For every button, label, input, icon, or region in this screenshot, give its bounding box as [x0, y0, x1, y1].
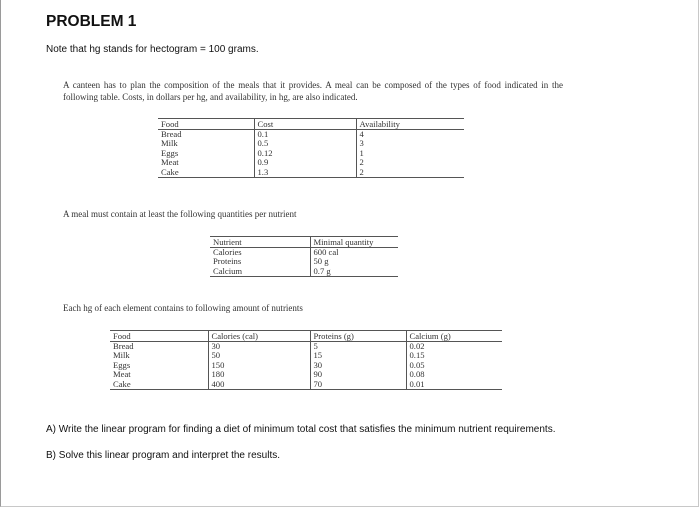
hectogram-note: Note that hg stands for hectogram = 100 grams. — [46, 44, 259, 55]
table-cell: 1 — [356, 149, 464, 158]
table-cell: Proteins — [213, 256, 242, 267]
table-header-cell: Food — [110, 331, 208, 342]
table-row — [110, 380, 502, 390]
table-cell: Calcium — [210, 267, 310, 277]
table-cell: 0.1 — [254, 130, 356, 140]
nutrient-content-intro: Each hg of each element contains to following amount of nutrients — [63, 303, 303, 313]
table-cell: 0.12 — [254, 149, 356, 158]
table-cell: Calories — [213, 247, 242, 257]
table-row — [110, 370, 502, 379]
table-header-row — [110, 331, 502, 342]
table-cell: 30 — [310, 361, 406, 370]
table-cell: 5 — [310, 342, 406, 352]
table-cell: Eggs — [113, 359, 131, 370]
table-cell: Cake — [158, 168, 254, 178]
nutrient-content-table — [110, 330, 502, 390]
table-cell: Milk — [113, 350, 130, 361]
table-header-cell: Proteins (g) — [310, 331, 406, 342]
table-header-cell: Availability — [356, 119, 464, 130]
table-cell: 180 — [208, 370, 310, 379]
table-cell: 0.08 — [406, 370, 502, 379]
table-cell: 0.02 — [406, 342, 502, 352]
table-cell: 2 — [356, 168, 464, 178]
table-header-cell: Food — [158, 119, 254, 130]
table-cell: 3 — [356, 139, 464, 148]
table-cell: 0.15 — [406, 351, 502, 360]
table-cell: Meat — [113, 369, 131, 380]
table-cell: 50 — [208, 351, 310, 360]
table-row — [110, 351, 502, 360]
table-cell: Bread — [113, 341, 134, 351]
table-cell: 90 — [310, 370, 406, 379]
nutrient-requirements-intro: A meal must contain at least the following quantities per nutrient — [63, 209, 297, 219]
table-header-cell: Calcium (g) — [406, 331, 502, 342]
table-row — [158, 168, 464, 178]
table-cell: 50 g — [310, 257, 398, 266]
table-cell: 4 — [356, 130, 464, 140]
table-cell: Eggs — [161, 147, 179, 158]
table-cell: 30 — [208, 342, 310, 352]
table-header-cell: Cost — [254, 119, 356, 130]
table-header-cell: Nutrient — [210, 237, 310, 248]
table-row — [110, 361, 502, 370]
nutrient-requirements-table — [210, 236, 398, 277]
table-header-cell: Calories (cal) — [208, 331, 310, 342]
table-header-cell: Minimal quantity — [310, 237, 398, 248]
question-b: B) Solve this linear program and interpret the results. — [46, 450, 280, 461]
table-cell: 70 — [310, 380, 406, 390]
table-cell: 150 — [208, 361, 310, 370]
table-cell: 15 — [310, 351, 406, 360]
table-cell: 600 cal — [310, 248, 398, 258]
table-cell: Bread — [161, 129, 182, 139]
table-cell: Milk — [161, 138, 178, 149]
table-row — [158, 130, 464, 140]
table-row — [110, 342, 502, 352]
food-cost-table — [158, 118, 464, 178]
table-row — [158, 149, 464, 158]
table-header-row — [210, 237, 398, 248]
table-row — [210, 267, 398, 277]
table-row — [158, 139, 464, 148]
intro-paragraph: A canteen has to plan the composition of the meals that it provides. A meal can be composed of the types of food indicated in the following table. Costs, in dollars per hg, and availability, in hg, are also indicated. — [63, 80, 563, 102]
table-cell: Cake — [110, 380, 208, 390]
table-header-row — [158, 119, 464, 130]
table-cell: 0.05 — [406, 361, 502, 370]
table-cell: Meat — [161, 157, 179, 168]
table-cell: 0.5 — [254, 139, 356, 148]
table-cell: 0.7 g — [310, 267, 398, 277]
table-cell: 400 — [208, 380, 310, 390]
table-cell: 0.01 — [406, 380, 502, 390]
table-cell: 2 — [356, 158, 464, 167]
table-cell: 0.9 — [254, 158, 356, 167]
table-row — [158, 158, 464, 167]
question-a: A) Write the linear program for finding a diet of minimum total cost that satisfies the minimum nutrient requirements. — [46, 424, 556, 435]
table-cell: 1.3 — [254, 168, 356, 178]
problem-title: PROBLEM 1 — [46, 13, 137, 30]
